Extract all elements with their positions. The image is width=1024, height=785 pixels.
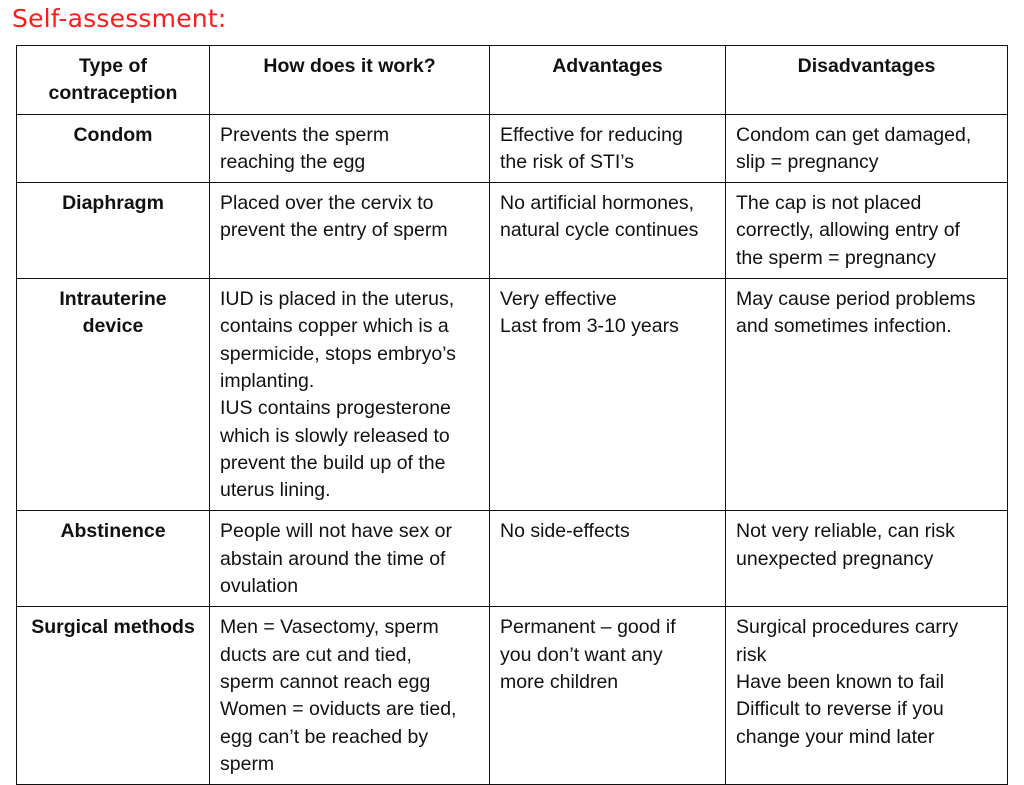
advantages-cell	[490, 607, 726, 785]
cell-line: Women = oviducts are tied,	[220, 698, 457, 721]
cell-line: Surgical procedures carry	[736, 616, 959, 639]
cell-line: Intrauterine	[59, 288, 167, 311]
table-row	[17, 183, 1008, 279]
header-row	[17, 46, 1008, 115]
cell-line: Last from 3-10 years	[500, 315, 679, 338]
cell-line: ducts are cut and tied,	[220, 643, 412, 666]
how-cell	[210, 279, 490, 511]
disadvantages-cell	[726, 607, 1008, 785]
contraception-table	[16, 45, 1008, 785]
cell-line: Men = Vasectomy, sperm	[220, 616, 439, 639]
table-row	[17, 114, 1008, 183]
cell-line: correctly, allowing entry of	[736, 219, 960, 242]
type-cell	[17, 183, 210, 279]
header-type-line: contraception	[48, 82, 178, 105]
cell-line: change your mind later	[736, 725, 935, 748]
table-row	[17, 607, 1008, 785]
how-cell	[210, 511, 490, 607]
cell-line: device	[82, 315, 144, 338]
disadvantages-cell	[726, 511, 1008, 607]
cell-line: sperm	[220, 752, 275, 775]
cell-line: Have been known to fail	[736, 670, 945, 693]
cell-line: contains copper which is a	[220, 315, 449, 338]
disadvantages-cell	[726, 114, 1008, 183]
cell-line: People will not have sex or	[220, 520, 452, 543]
cell-line: Difficult to reverse if you	[736, 698, 944, 721]
cell-line: May cause period problems	[736, 288, 976, 311]
advantages-cell	[490, 114, 726, 183]
disadvantages-cell	[726, 279, 1008, 511]
cell-line: Condom can get damaged,	[736, 123, 972, 146]
header-type	[17, 46, 210, 115]
cell-line: No side-effects	[500, 520, 630, 543]
cell-line: Not very reliable, can risk	[736, 520, 955, 543]
cell-line: Diaphragm	[62, 192, 164, 215]
cell-line: Surgical methods	[31, 616, 195, 639]
cell-line: and sometimes infection.	[736, 315, 952, 338]
cell-line: Effective for reducing	[500, 123, 683, 146]
type-cell	[17, 114, 210, 183]
cell-line: more children	[500, 670, 619, 693]
cell-line: IUD is placed in the uterus,	[220, 288, 455, 311]
cell-line: IUS contains progesterone	[220, 397, 451, 420]
cell-line: egg can’t be reached by	[220, 725, 429, 748]
header-how: How does it work?	[210, 46, 490, 115]
cell-line: prevent the entry of sperm	[220, 219, 448, 242]
cell-line: spermicide, stops embryo’s	[220, 342, 456, 365]
type-cell	[17, 607, 210, 785]
cell-line: reaching the egg	[220, 150, 366, 173]
cell-line: prevent the build up of the	[220, 451, 446, 474]
cell-line: ovulation	[220, 575, 299, 598]
advantages-cell	[490, 279, 726, 511]
table-row	[17, 279, 1008, 511]
cell-line: uterus lining.	[220, 479, 331, 502]
header-type-line: Type of	[79, 55, 147, 77]
cell-line: Abstinence	[60, 520, 166, 543]
page-title: Self-assessment:	[12, 4, 227, 33]
cell-line: sperm cannot reach egg	[220, 670, 431, 693]
cell-line: the sperm = pregnancy	[736, 246, 936, 269]
cell-line: abstain around the time of	[220, 547, 446, 570]
how-cell	[210, 607, 490, 785]
cell-line: Permanent – good if	[500, 616, 676, 639]
how-cell	[210, 183, 490, 279]
cell-line: Prevents the sperm	[220, 123, 390, 146]
cell-line: natural cycle continues	[500, 219, 699, 242]
cell-line: which is slowly released to	[220, 424, 450, 447]
disadvantages-cell	[726, 183, 1008, 279]
cell-line: implanting.	[220, 369, 315, 392]
advantages-cell	[490, 511, 726, 607]
type-cell	[17, 511, 210, 607]
cell-line: the risk of STI’s	[500, 150, 635, 173]
header-disadvantages: Disadvantages	[726, 46, 1008, 115]
table-row	[17, 511, 1008, 607]
header-advantages: Advantages	[490, 46, 726, 115]
type-cell	[17, 279, 210, 511]
advantages-cell	[490, 183, 726, 279]
cell-line: Very effective	[500, 288, 617, 311]
cell-line: The cap is not placed	[736, 192, 922, 215]
cell-line: Placed over the cervix to	[220, 192, 434, 215]
cell-line: slip = pregnancy	[736, 150, 879, 173]
cell-line: No artificial hormones,	[500, 192, 694, 215]
cell-line: you don’t want any	[500, 643, 663, 666]
cell-line: risk	[736, 643, 767, 666]
cell-line: unexpected pregnancy	[736, 547, 934, 570]
cell-line: Condom	[73, 123, 153, 146]
how-cell	[210, 114, 490, 183]
